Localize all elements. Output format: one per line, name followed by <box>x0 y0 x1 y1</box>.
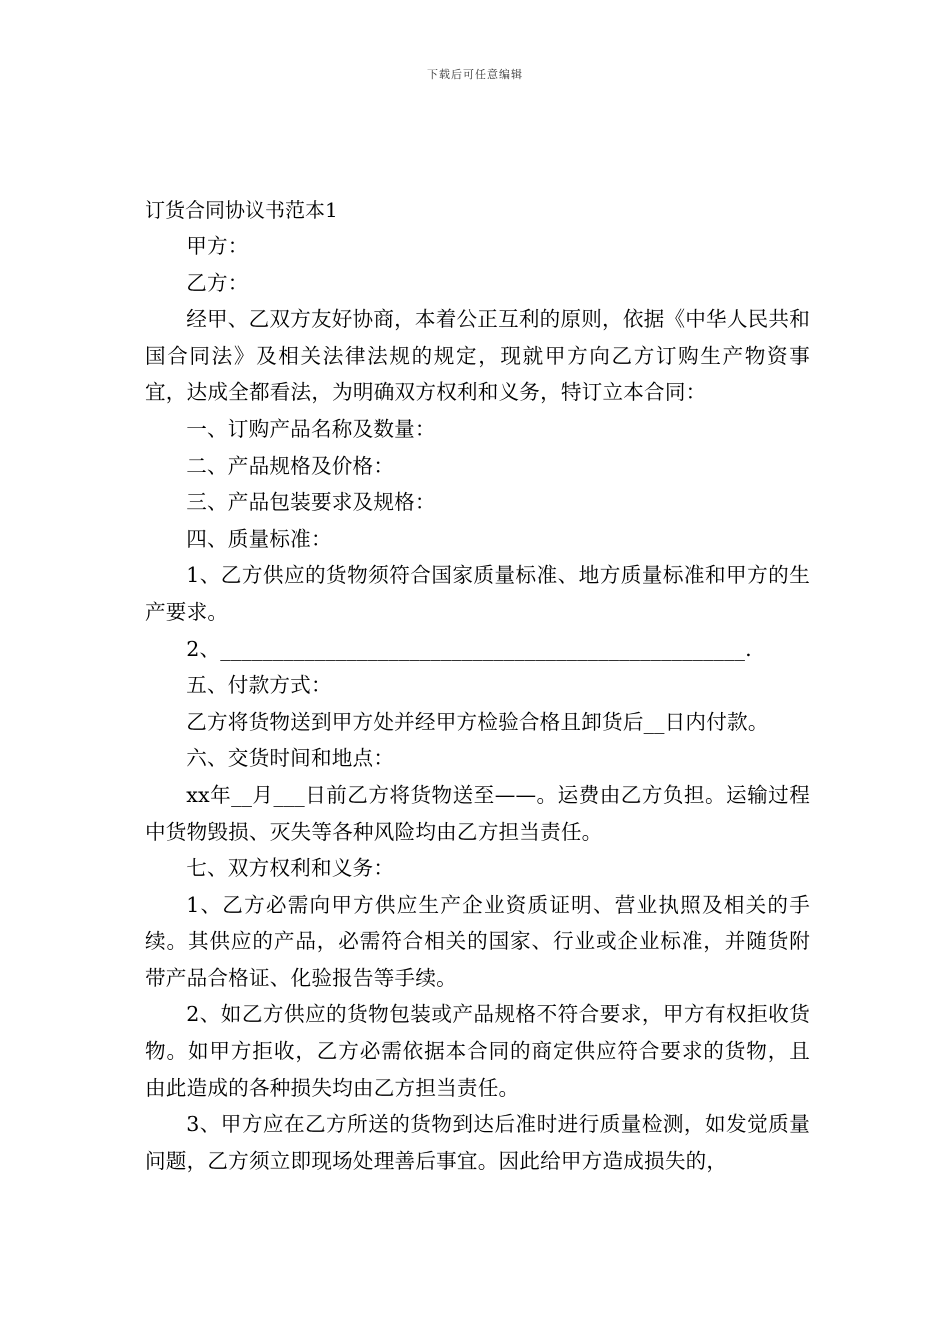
delivery-clause: xx年__月___日前乙方将货物送至——。运费由乙方负担。运输过程中货物毁损、灭失等各种风险均由乙方担当责任。 <box>145 782 810 844</box>
document-title: 订货合同协议书范本1 <box>145 198 338 222</box>
section-heading-quality: 四、质量标准： <box>186 526 332 551</box>
section-heading-products: 一、订购产品名称及数量： <box>186 416 436 441</box>
party-b-line: 乙方： <box>186 270 249 295</box>
rights-clause-3: 3、甲方应在乙方所送的货物到达后准时进行质量检测，如发觉质量问题，乙方须立即现场处理善后事宜。因此给甲方造成损失的， <box>145 1112 810 1173</box>
quality-clause-1: 1、乙方供应的货物须符合国家质量标准、地方质量标准和甲方的生产要求。 <box>145 563 810 624</box>
rights-clause-2: 2、如乙方供应的货物包装或产品规格不符合要求，甲方有权拒收货物。如甲方拒收，乙方必需依据本合同的商定供应符合要求的货物，且由此造成的各种损失均由乙方担当责任。 <box>145 1002 810 1100</box>
preamble-paragraph: 经甲、乙双方友好协商，本着公正互利的原则，依据《中华人民共和国合同法》及相关法律法规的规定，现就甲方向乙方订购生产物资事宜，达成全都看法，为明确双方权利和义务，特订立本合同： <box>145 307 810 405</box>
header-note: 下载后可任意编辑 <box>427 68 523 81</box>
section-heading-delivery: 六、交货时间和地点： <box>186 746 395 771</box>
payment-clause: 乙方将货物送到甲方处并经甲方检验合格且卸货后__日内付款。 <box>186 709 769 734</box>
section-heading-specs: 二、产品规格及价格： <box>186 453 395 478</box>
quality-clause-2: 2、__________________________________________________. <box>186 636 752 661</box>
document-body <box>145 192 810 1179</box>
party-a-line: 甲方： <box>186 234 249 258</box>
rights-clause-1: 1、乙方必需向甲方供应生产企业资质证明、营业执照及相关的手续。其供应的产品，必需符合相关的国家、行业或企业标准，并随货附带产品合格证、化验报告等手续。 <box>145 892 810 990</box>
section-heading-packaging: 三、产品包装要求及规格： <box>186 490 436 515</box>
section-heading-rights: 七、双方权利和义务： <box>186 856 395 881</box>
section-heading-payment: 五、付款方式： <box>186 673 332 698</box>
